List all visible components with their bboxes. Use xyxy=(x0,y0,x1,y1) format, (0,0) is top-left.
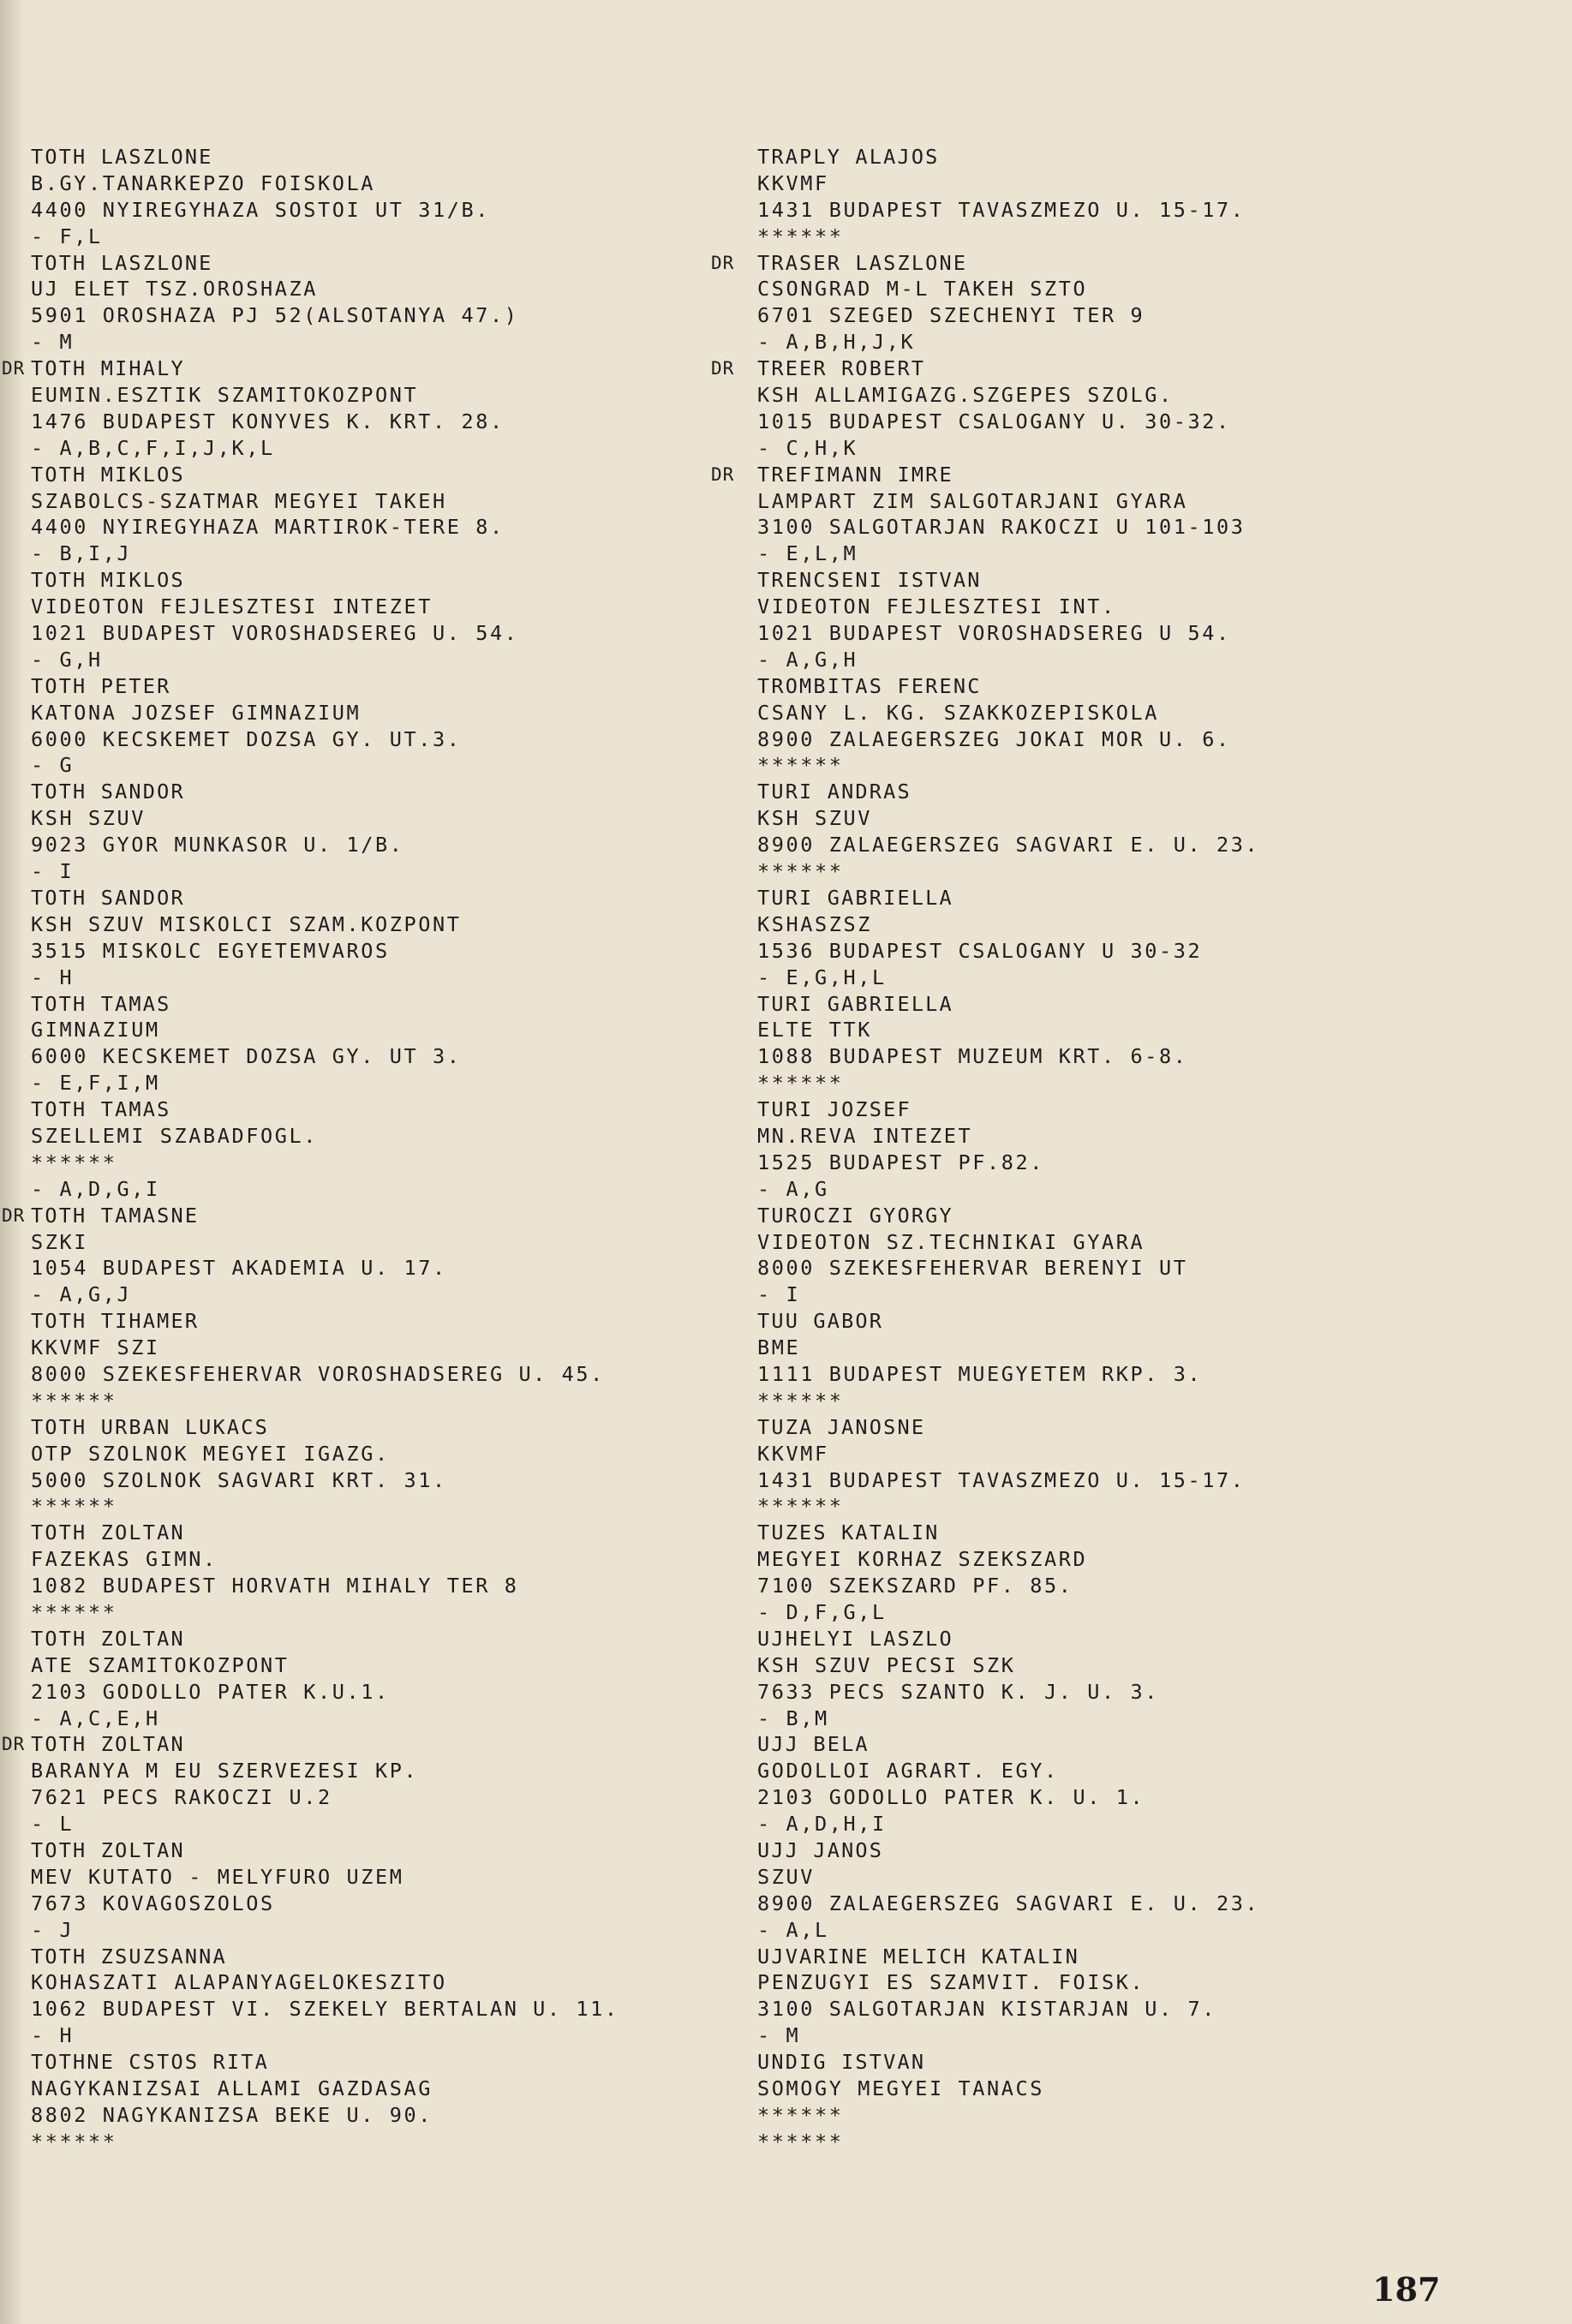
entry-codes: - A,C,E,H xyxy=(31,1706,160,1730)
entry-address: 7633 PECS SZANTO K. J. U. 3. xyxy=(757,1679,1159,1704)
directory-entry xyxy=(711,355,1465,462)
entry-codes: - B,I,J xyxy=(31,541,132,566)
entry-codes: ****** xyxy=(757,753,844,778)
entry-address: 1082 BUDAPEST HORVATH MIHALY TER 8 xyxy=(31,1574,519,1598)
entry-address: 2103 GODOLLO PATER K. U. 1. xyxy=(757,1785,1145,1810)
entry-organization: KKVMF xyxy=(757,1441,829,1466)
directory-entry xyxy=(31,885,716,991)
entry-address: 3100 SALGOTARJAN KISTARJAN U. 7. xyxy=(757,1997,1216,2022)
entry-address: 1431 BUDAPEST TAVASZMEZO U. 15-17. xyxy=(757,1467,1246,1492)
entry-organization: SOMOGY MEGYEI TANACS xyxy=(757,2076,1044,2101)
entry-address: 1054 BUDAPEST AKADEMIA U. 17. xyxy=(31,1256,447,1281)
entry-organization: CSANY L. KG. SZAKKOZEPISKOLA xyxy=(757,700,1159,725)
entry-name: TOTHNE CSTOS RITA xyxy=(31,2050,269,2075)
entry-codes: - H xyxy=(31,2023,75,2048)
entry-name: TOTH TAMASNE xyxy=(31,1203,200,1228)
entry-codes: - A,G,J xyxy=(31,1282,132,1307)
entry-organization: MN.REVA INTEZET xyxy=(757,1123,973,1148)
entry-name: TUZES KATALIN xyxy=(757,1520,940,1545)
entry-address: 4400 NYIREGYHAZA MARTIROK-TERE 8. xyxy=(31,515,505,540)
entry-organization: UJ ELET TSZ.OROSHAZA xyxy=(31,277,318,302)
directory-entry xyxy=(2,355,716,462)
directory-entry xyxy=(711,1308,1465,1414)
entry-address: 1431 BUDAPEST TAVASZMEZO U. 15-17. xyxy=(757,197,1246,222)
dr-title-marker: DR xyxy=(711,358,735,379)
directory-entry xyxy=(711,1203,1465,1309)
directory-entry xyxy=(2,1203,716,1309)
entry-codes: - E,L,M xyxy=(757,541,858,566)
entry-codes: ****** xyxy=(31,1494,117,1519)
entry-name: TOTH ZOLTAN xyxy=(31,1732,185,1757)
entry-codes: - D,F,G,L xyxy=(757,1599,887,1624)
entry-address: 2103 GODOLLO PATER K.U.1. xyxy=(31,1679,390,1704)
directory-entry xyxy=(31,1944,716,2050)
entry-name: TOTH LASZLONE xyxy=(31,250,213,275)
entry-codes: ****** xyxy=(757,859,844,884)
entry-address: 8802 NAGYKANIZSA BEKE U. 90. xyxy=(31,2102,433,2127)
entry-name: TREFIMANN IMRE xyxy=(757,462,953,487)
directory-entry xyxy=(711,462,1465,568)
entry-name: TROMBITAS FERENC xyxy=(757,673,982,698)
directory-entry xyxy=(31,991,716,1097)
entry-organization: KSH SZUV xyxy=(31,806,146,831)
directory-entry xyxy=(711,144,1465,250)
entry-codes: - E,G,H,L xyxy=(757,965,887,989)
entry-organization: VIDEOTON SZ.TECHNIKAI GYARA xyxy=(757,1229,1145,1254)
entry-codes: - G,H xyxy=(31,647,103,672)
entry-name: TURI ANDRAS xyxy=(757,780,912,804)
entry-name: TOTH ZOLTAN xyxy=(31,1838,185,1862)
entry-codes: ****** xyxy=(757,1388,844,1413)
entry-address: 1088 BUDAPEST MUZEUM KRT. 6-8. xyxy=(757,1044,1188,1069)
entry-address: 1021 BUDAPEST VOROSHADSEREG U. 54. xyxy=(31,621,519,646)
entry-name: UJHELYI LASZLO xyxy=(757,1626,953,1651)
entry-name: TOTH ZOLTAN xyxy=(31,1520,185,1545)
entry-name: TOTH TIHAMER xyxy=(31,1309,200,1334)
page-edge-shadow xyxy=(0,0,24,2324)
entry-address: 1476 BUDAPEST KONYVES K. KRT. 28. xyxy=(31,409,505,433)
directory-entry xyxy=(711,2049,1465,2155)
right-column xyxy=(711,144,1465,2155)
entry-address: 6701 SZEGED SZECHENYI TER 9 xyxy=(757,303,1145,328)
entry-name: TOTH LASZLONE xyxy=(31,145,213,169)
entry-address: 8000 SZEKESFEHERVAR BERENYI UT xyxy=(757,1256,1188,1281)
entry-codes: - A,D,H,I xyxy=(757,1812,887,1837)
entry-organization: KSHASZSZ xyxy=(757,911,872,936)
entry-codes: - M xyxy=(757,2023,801,2048)
directory-entry xyxy=(31,144,716,250)
entry-address: 3100 SALGOTARJAN RAKOCZI U 101-103 xyxy=(757,515,1246,540)
entry-address: 5000 SZOLNOK SAGVARI KRT. 31. xyxy=(31,1467,447,1492)
entry-address: 7100 SZEKSZARD PF. 85. xyxy=(757,1574,1073,1598)
entry-organization: GODOLLOI AGRART. EGY. xyxy=(757,1759,1059,1783)
dr-title-marker: DR xyxy=(2,1734,26,1755)
entry-organization: SZELLEMI SZABADFOGL. xyxy=(31,1123,318,1148)
directory-entry xyxy=(31,567,716,673)
entry-organization: FAZEKAS GIMN. xyxy=(31,1547,218,1572)
entry-codes: ****** xyxy=(31,1599,117,1624)
directory-entry xyxy=(711,1944,1465,2050)
entry-address: 9023 GYOR MUNKASOR U. 1/B. xyxy=(31,833,404,857)
entry-organization: PENZUGYI ES SZAMVIT. FOISK. xyxy=(757,1970,1145,1995)
directory-entry xyxy=(31,1308,716,1414)
entry-organization: MEV KUTATO - MELYFURO UZEM xyxy=(31,1864,404,1889)
entry-organization: VIDEOTON FEJLESZTESI INT. xyxy=(757,594,1116,619)
directory-entry xyxy=(31,1414,716,1520)
entry-name: TOTH PETER xyxy=(31,673,171,698)
entry-organization: KSH ALLAMIGAZG.SZGEPES SZOLG. xyxy=(757,383,1174,408)
entry-name: UJVARINE MELICH KATALIN xyxy=(757,1944,1080,1969)
entry-address: 8000 SZEKESFEHERVAR VOROSHADSEREG U. 45. xyxy=(31,1361,605,1386)
page-number: 187 xyxy=(1372,2270,1441,2309)
entry-address: 6000 KECSKEMET DOZSA GY. UT 3. xyxy=(31,1044,462,1069)
entry-organization: LAMPART ZIM SALGOTARJANI GYARA xyxy=(757,488,1188,513)
entry-name: TREER ROBERT xyxy=(757,356,926,381)
entry-organization: BME xyxy=(757,1335,801,1360)
entry-organization: KATONA JOZSEF GIMNAZIUM xyxy=(31,700,362,725)
directory-entry xyxy=(31,673,716,780)
directory-entry xyxy=(711,885,1465,991)
entry-codes: - C,H,K xyxy=(757,435,858,460)
entry-organization: BARANYA M EU SZERVEZESI KP. xyxy=(31,1759,419,1783)
entry-organization: OTP SZOLNOK MEGYEI IGAZG. xyxy=(31,1441,390,1466)
entry-address: 6000 KECSKEMET DOZSA GY. UT.3. xyxy=(31,726,462,751)
entry-organization: KKVMF xyxy=(757,170,829,195)
entry-codes: - A,G xyxy=(757,1176,829,1201)
entry-name: TUU GABOR xyxy=(757,1309,884,1334)
entry-name: TURI JOZSEF xyxy=(757,1097,912,1122)
entry-name: TRAPLY ALAJOS xyxy=(757,145,940,169)
entry-organization: CSONGRAD M-L TAKEH SZTO xyxy=(757,277,1088,302)
dr-title-marker: DR xyxy=(711,463,735,485)
entry-codes: - H xyxy=(31,965,75,989)
entry-address: 7621 PECS RAKOCZI U.2 xyxy=(31,1785,332,1810)
entry-address: 1111 BUDAPEST MUEGYETEM RKP. 3. xyxy=(757,1361,1203,1386)
entry-organization: KSH SZUV PECSI SZK xyxy=(757,1652,1016,1677)
entry-organization: EUMIN.ESZTIK SZAMITOKOZPONT xyxy=(31,383,419,408)
directory-entry xyxy=(711,1414,1465,1520)
entry-codes: - A,G,H xyxy=(757,647,858,672)
entry-organization: GIMNAZIUM xyxy=(31,1018,160,1043)
entry-organization: VIDEOTON FEJLESZTESI INTEZET xyxy=(31,594,433,619)
directory-entry xyxy=(31,2049,716,2155)
entry-name: TOTH ZOLTAN xyxy=(31,1626,185,1651)
dr-title-marker: DR xyxy=(2,1204,26,1226)
entry-name: UJJ BELA xyxy=(757,1732,870,1757)
entry-organization: KSH SZUV xyxy=(757,806,872,831)
entry-name: TRENCSENI ISTVAN xyxy=(757,568,982,593)
entry-address: 1021 BUDAPEST VOROSHADSEREG U 54. xyxy=(757,621,1231,646)
left-column xyxy=(2,144,716,2155)
directory-entry xyxy=(711,1520,1465,1626)
directory-entry xyxy=(711,779,1465,885)
entry-address: 1015 BUDAPEST CSALOGANY U. 30-32. xyxy=(757,409,1231,433)
entry-codes: - E,F,I,M xyxy=(31,1071,160,1096)
entry-codes: ****** xyxy=(31,1388,117,1413)
directory-entry xyxy=(31,462,716,568)
entry-name: TOTH SANDOR xyxy=(31,780,185,804)
directory-entry xyxy=(711,1837,1465,1944)
entry-address: 5901 OROSHAZA PJ 52(ALSOTANYA 47.) xyxy=(31,303,519,328)
entry-name: TUROCZI GYORGY xyxy=(757,1203,953,1228)
entry-organization: KSH SZUV MISKOLCI SZAM.KOZPONT xyxy=(31,911,462,936)
directory-entry xyxy=(31,250,716,356)
directory-entry xyxy=(711,673,1465,780)
entry-codes: - M xyxy=(31,330,75,355)
entry-organization: ATE SZAMITOKOZPONT xyxy=(31,1652,290,1677)
entry-name: TUZA JANOSNE xyxy=(757,1414,926,1439)
directory-entry xyxy=(711,1626,1465,1732)
entry-name: TOTH MIKLOS xyxy=(31,462,185,487)
directory-entry xyxy=(31,1520,716,1626)
directory-entry xyxy=(711,1096,1465,1203)
entry-codes: - L xyxy=(31,1812,75,1837)
entry-address: ****** xyxy=(757,2102,844,2127)
entry-address: 8900 ZALAEGERSZEG SAGVARI E. U. 23. xyxy=(757,833,1260,857)
entry-name: TOTH TAMAS xyxy=(31,991,171,1016)
entry-codes: - A,L xyxy=(757,1917,829,1942)
entry-address: 1062 BUDAPEST VI. SZEKELY BERTALAN U. 11. xyxy=(31,1997,619,2022)
entry-address: 1525 BUDAPEST PF.82. xyxy=(757,1150,1044,1174)
directory-entry xyxy=(711,1731,1465,1837)
directory-entry xyxy=(31,1626,716,1732)
entry-address: 1536 BUDAPEST CSALOGANY U 30-32 xyxy=(757,938,1203,963)
entry-address: 4400 NYIREGYHAZA SOSTOI UT 31/B. xyxy=(31,197,490,222)
directory-entry xyxy=(711,991,1465,1097)
entry-organization: KOHASZATI ALAPANYAGELOKESZITO xyxy=(31,1970,447,1995)
directory-entry xyxy=(711,567,1465,673)
entry-codes: - F,L xyxy=(31,224,103,248)
entry-name: TOTH SANDOR xyxy=(31,885,185,910)
directory-entry xyxy=(31,779,716,885)
entry-name: TOTH TAMAS xyxy=(31,1097,171,1122)
entry-address: 8900 ZALAEGERSZEG SAGVARI E. U. 23. xyxy=(757,1891,1260,1915)
entry-address: 3515 MISKOLC EGYETEMVAROS xyxy=(31,938,390,963)
entry-organization: NAGYKANIZSAI ALLAMI GAZDASAG xyxy=(31,2076,433,2101)
entry-codes: ****** xyxy=(757,1071,844,1096)
directory-entry xyxy=(31,1096,716,1203)
directory-entry xyxy=(2,1731,716,1837)
entry-name: TRASER LASZLONE xyxy=(757,250,968,275)
entry-codes: - I xyxy=(757,1282,801,1307)
dr-title-marker: DR xyxy=(2,358,26,379)
entry-name: UNDIG ISTVAN xyxy=(757,2050,926,2075)
entry-organization: ELTE TTK xyxy=(757,1018,872,1043)
directory-entry xyxy=(31,1837,716,1944)
entry-name: TOTH MIKLOS xyxy=(31,568,185,593)
entry-codes: - A,B,H,J,K xyxy=(757,330,916,355)
entry-organization: SZKI xyxy=(31,1229,88,1254)
entry-codes: - J xyxy=(31,1917,75,1942)
entry-organization: KKVMF SZI xyxy=(31,1335,160,1360)
entry-codes: - A,B,C,F,I,J,K,L xyxy=(31,435,275,460)
entry-codes: ****** xyxy=(757,1494,844,1519)
entry-codes: - G xyxy=(31,753,75,778)
entry-codes: - B,M xyxy=(757,1706,829,1730)
entry-name: TOTH URBAN LUKACS xyxy=(31,1414,269,1439)
entry-name: UJJ JANOS xyxy=(757,1838,884,1862)
entry-codes: - I xyxy=(31,859,75,884)
entry-codes: ****** xyxy=(757,224,844,248)
entry-codes: ****** xyxy=(31,2129,117,2154)
entry-organization: B.GY.TANARKEPZO FOISKOLA xyxy=(31,170,375,195)
dr-title-marker: DR xyxy=(711,252,735,273)
entry-name: TURI GABRIELLA xyxy=(757,991,953,1016)
entry-name: TURI GABRIELLA xyxy=(757,885,953,910)
entry-codes: - A,D,G,I xyxy=(31,1176,160,1201)
entry-name: TOTH MIHALY xyxy=(31,356,185,381)
entry-organization: SZABOLCS-SZATMAR MEGYEI TAKEH xyxy=(31,488,447,513)
entry-address: 7673 KOVAGOSZOLOS xyxy=(31,1891,275,1915)
entry-organization: SZUV xyxy=(757,1864,815,1889)
entry-address: ****** xyxy=(31,1150,117,1174)
entry-codes: ****** xyxy=(757,2129,844,2154)
entry-organization: MEGYEI KORHAZ SZEKSZARD xyxy=(757,1547,1088,1572)
directory-entry xyxy=(711,250,1465,356)
entry-name: TOTH ZSUZSANNA xyxy=(31,1944,227,1969)
entry-address: 8900 ZALAEGERSZEG JOKAI MOR U. 6. xyxy=(757,726,1231,751)
